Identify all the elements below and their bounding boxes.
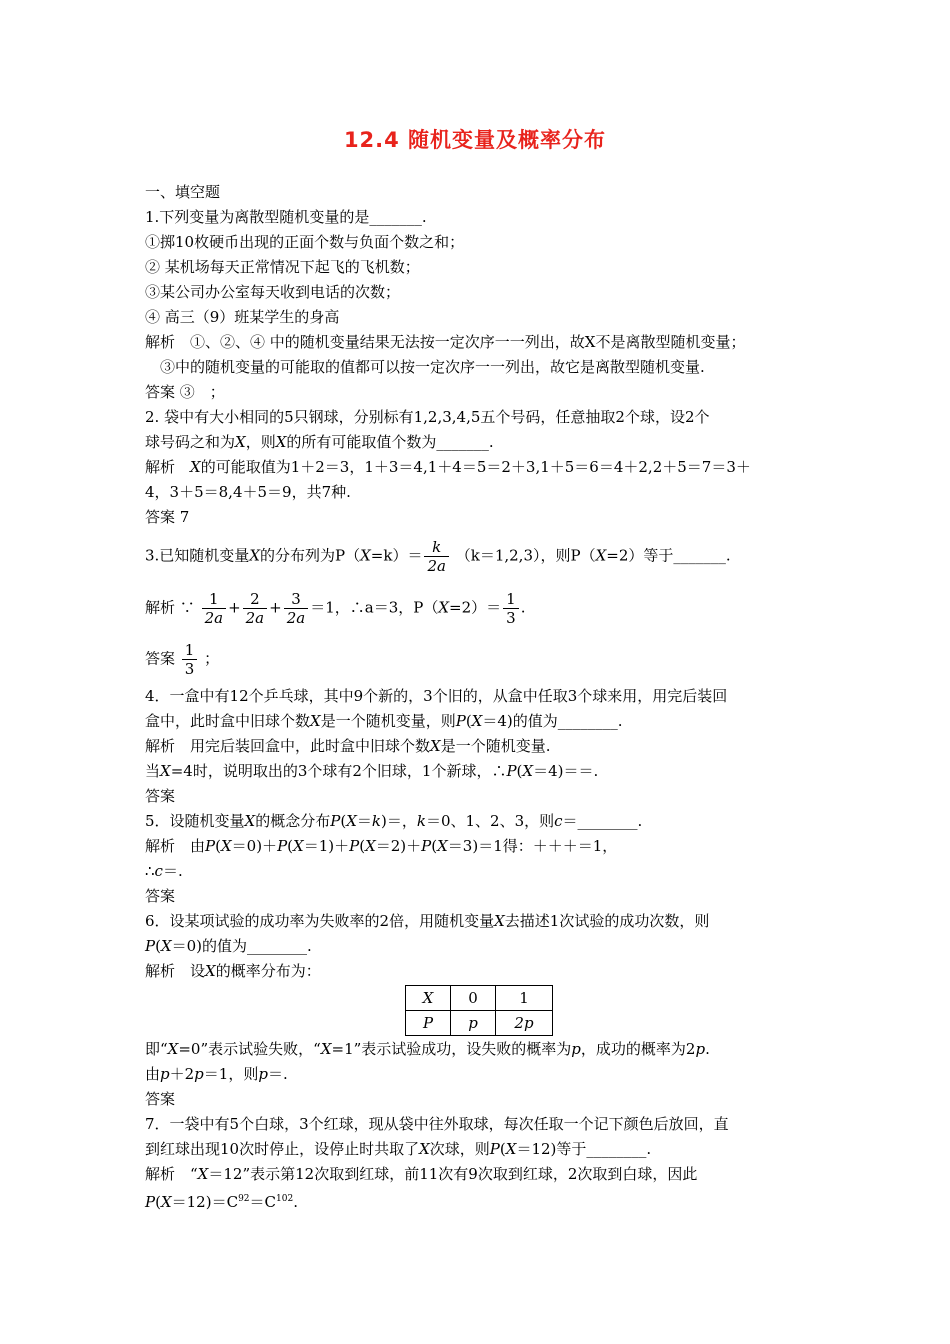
q5-solution-line-1: 解析 由P(X＝0)＋P(X＝1)＋P(X＝2)＋P(X＝3)＝1得：＋＋＋＝1， <box>145 837 618 855</box>
q2-solution-line-2: 4，3＋5＝8,4＋5＝9，共7种. <box>145 483 351 501</box>
q2-stem-line-1: 2. 袋中有大小相同的5只钢球，分别标有1,2,3,4,5五个号码，任意抽取2个球，设2个 <box>145 408 710 426</box>
fraction: $\frac{2}{2a}$ <box>243 590 268 627</box>
q7-stem-line-1: 7．一袋中有5个白球，3个红球，现从袋中往外取球，每次任取一个记下颜色后放回，直 <box>145 1115 729 1133</box>
q7-solution-line-1: 解析 “X＝12”表示第12次取到红球，前11次有9次取到红球，2次取到白球，因此 <box>145 1165 698 1183</box>
q6-stem-line-1: 6．设某项试验的成功率为失败率的2倍，用随机变量X去描述1次试验的成功次数，则 <box>145 912 710 930</box>
q2-solution-line-1: 解析 X的可能取值为1＋2＝3，1＋3＝4,1＋4＝5＝2＋3,1＋5＝6＝4＋2,2＋5＝7＝3＋ <box>145 458 751 476</box>
q1-option-4: ④ 高三（9）班某学生的身高 <box>145 308 340 326</box>
q7-solution-line-2: $P(X=12)=C^{92}=C^{102}$. <box>145 1193 298 1211</box>
q5-solution-line-2: ∴c＝. <box>145 862 183 880</box>
q6-stem-line-2: P(X＝0)的值为________. <box>145 937 312 955</box>
q6-answer: 答案 <box>145 1090 176 1108</box>
q4-solution-line-2: 当X=4时，说明取出的3个球有2个旧球，1个新球，∴P(X＝4)＝＝. <box>145 762 599 780</box>
q1-solution-line-2: ③中的随机变量的可能取的值都可以按一定次序一一列出，故它是离散型随机变量. <box>160 358 705 376</box>
q3-answer: 答案 $\frac{1}{3}$ ； <box>145 641 220 678</box>
q1-answer: 答案 ③ ； <box>145 383 225 401</box>
q2-stem-line-2: 球号码之和为X，则X的所有可能取值个数为_______. <box>145 433 494 451</box>
q3-stem: 3.已知随机变量X的分布列为P（X=k）＝ $\frac{k}{2a}$ （k＝1,2,3），则P（X=2）等于_______. <box>145 538 731 575</box>
fraction: $\frac{k}{2a}$ <box>424 538 449 575</box>
q1-option-1: ①掷10枚硬币出现的正面个数与负面个数之和； <box>145 233 465 251</box>
page-title: 12.4 随机变量及概率分布 <box>343 128 607 152</box>
fraction: $\frac{3}{2a}$ <box>284 590 309 627</box>
q1-solution-line-1: 解析 ①、②、④ 中的随机变量结果无法按一定次序一一列出，故X不是离散型随机变量； <box>145 333 746 351</box>
q4-stem-line-1: 4．一盒中有12个乒乓球，其中9个新的，3个旧的，从盒中任取3个球来用，用完后装回 <box>145 687 728 705</box>
q3-solution: 解析 ∵ $\frac{1}{2a}$ + $\frac{2}{2a}$ + $\frac{3}{2a}$ ＝1，∴a＝3，P（X=2）＝ $\frac{1}{3}$ . <box>145 590 526 627</box>
q6-explanation-line-1: 即“X=0”表示试验失败，“X=1”表示试验成功，设失败的概率为p，成功的概率为2p. <box>145 1040 710 1058</box>
fraction: $\frac{1}{3}$ <box>503 590 519 627</box>
table-row: P p 2p <box>406 1011 553 1036</box>
table-row: X 0 1 <box>406 986 553 1011</box>
q1-option-3: ③某公司办公室每天收到电话的次数； <box>145 283 401 301</box>
q5-stem: 5．设随机变量X的概念分布P(X＝k)＝，k＝0、1、2、3，则c＝________. <box>145 812 643 830</box>
q6-solution-line-1: 解析 设X的概率分布为： <box>145 962 321 980</box>
q1-option-2: ② 某机场每天正常情况下起飞的飞机数； <box>145 258 420 276</box>
distribution-table <box>405 985 553 1036</box>
q6-explanation-line-2: 由p＋2p＝1，则p＝. <box>145 1065 288 1083</box>
fraction: $\frac{1}{2a}$ <box>202 590 227 627</box>
q4-solution-line-1: 解析 用完后装回盒中，此时盒中旧球个数X是一个随机变量. <box>145 737 551 755</box>
q7-stem-line-2: 到红球出现10次时停止，设停止时共取了X次球，则P(X＝12)等于________. <box>145 1140 652 1158</box>
fraction: $\frac{1}{3}$ <box>182 641 198 678</box>
q5-answer: 答案 <box>145 887 176 905</box>
q1-stem: 1.下列变量为离散型随机变量的是_______. <box>145 208 427 226</box>
q4-stem-line-2: 盒中，此时盒中旧球个数X是一个随机变量，则P(X＝4)的值为________. <box>145 712 623 730</box>
section-heading: 一、填空题 <box>145 183 221 201</box>
q2-answer: 答案 7 <box>145 508 190 526</box>
q4-answer: 答案 <box>145 787 176 805</box>
